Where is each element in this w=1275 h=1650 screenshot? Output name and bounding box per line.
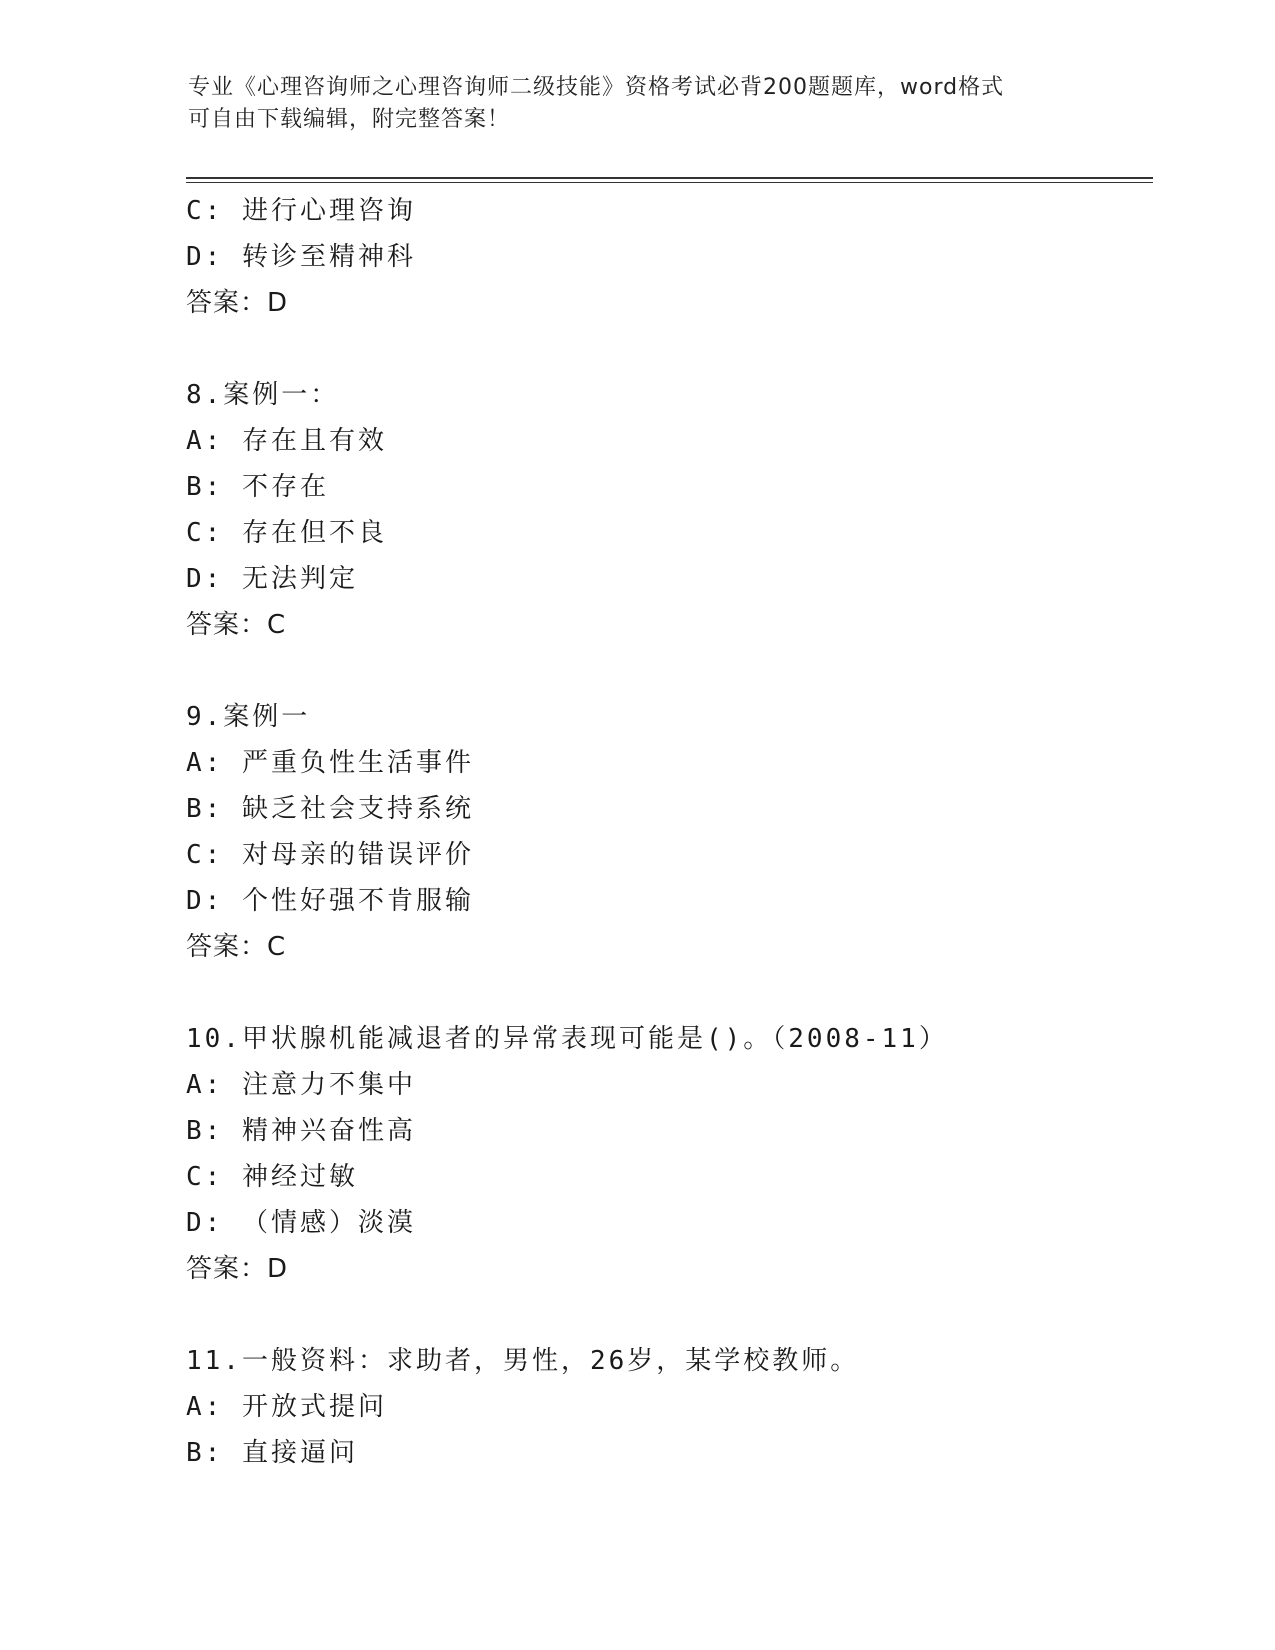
- header-title-line-1: 专业《心理咨询师之心理咨询师二级技能》资格考试必背200题题库，word格式: [188, 75, 1005, 100]
- option-b: B: 不存在: [186, 472, 329, 502]
- option-c: C: 存在但不良: [186, 518, 387, 548]
- answer-line: 答案：C: [186, 610, 287, 640]
- option-b: B: 直接逼问: [186, 1438, 358, 1468]
- question-stem: 9.案例一: [186, 702, 311, 732]
- question-stem: 10.甲状腺机能减退者的异常表现可能是()。（2008-11）: [186, 1024, 948, 1054]
- answer-line: 答案：D: [186, 1254, 289, 1284]
- option-b: B: 精神兴奋性高: [186, 1116, 416, 1146]
- question-stem: 8.案例一：: [186, 380, 340, 410]
- question-11: [186, 1338, 1146, 1476]
- answer-line: 答案：C: [186, 932, 287, 962]
- question-9: [186, 694, 1146, 970]
- question-7-tail: [186, 188, 1146, 326]
- option-c: C: 神经过敏: [186, 1162, 358, 1192]
- spacer: [186, 326, 1146, 372]
- header-rule-thin: [186, 182, 1153, 183]
- option-d: D: 转诊至精神科: [186, 242, 416, 272]
- question-stem: 11.一般资料：求助者，男性，26岁，某学校教师。: [186, 1346, 860, 1376]
- option-a: A: 存在且有效: [186, 426, 387, 456]
- option-a: A: 严重负性生活事件: [186, 748, 474, 778]
- option-a: A: 开放式提问: [186, 1392, 387, 1422]
- option-b: B: 缺乏社会支持系统: [186, 794, 474, 824]
- header-title-line-2: 可自由下载编辑，附完整答案！: [188, 107, 511, 132]
- option-a: A: 注意力不集中: [186, 1070, 416, 1100]
- spacer: [186, 970, 1146, 1016]
- page-header: [188, 72, 1068, 136]
- option-d: D: 个性好强不肯服输: [186, 886, 474, 916]
- question-list: [186, 188, 1146, 1476]
- question-8: [186, 372, 1146, 648]
- header-rule-thick: [186, 177, 1153, 179]
- option-d: D: 无法判定: [186, 564, 358, 594]
- option-d: D: （情感）淡漠: [186, 1208, 416, 1238]
- spacer: [186, 1292, 1146, 1338]
- answer-line: 答案：D: [186, 288, 289, 318]
- option-c: C: 进行心理咨询: [186, 196, 416, 226]
- spacer: [186, 648, 1146, 694]
- option-c: C: 对母亲的错误评价: [186, 840, 474, 870]
- question-10: [186, 1016, 1146, 1292]
